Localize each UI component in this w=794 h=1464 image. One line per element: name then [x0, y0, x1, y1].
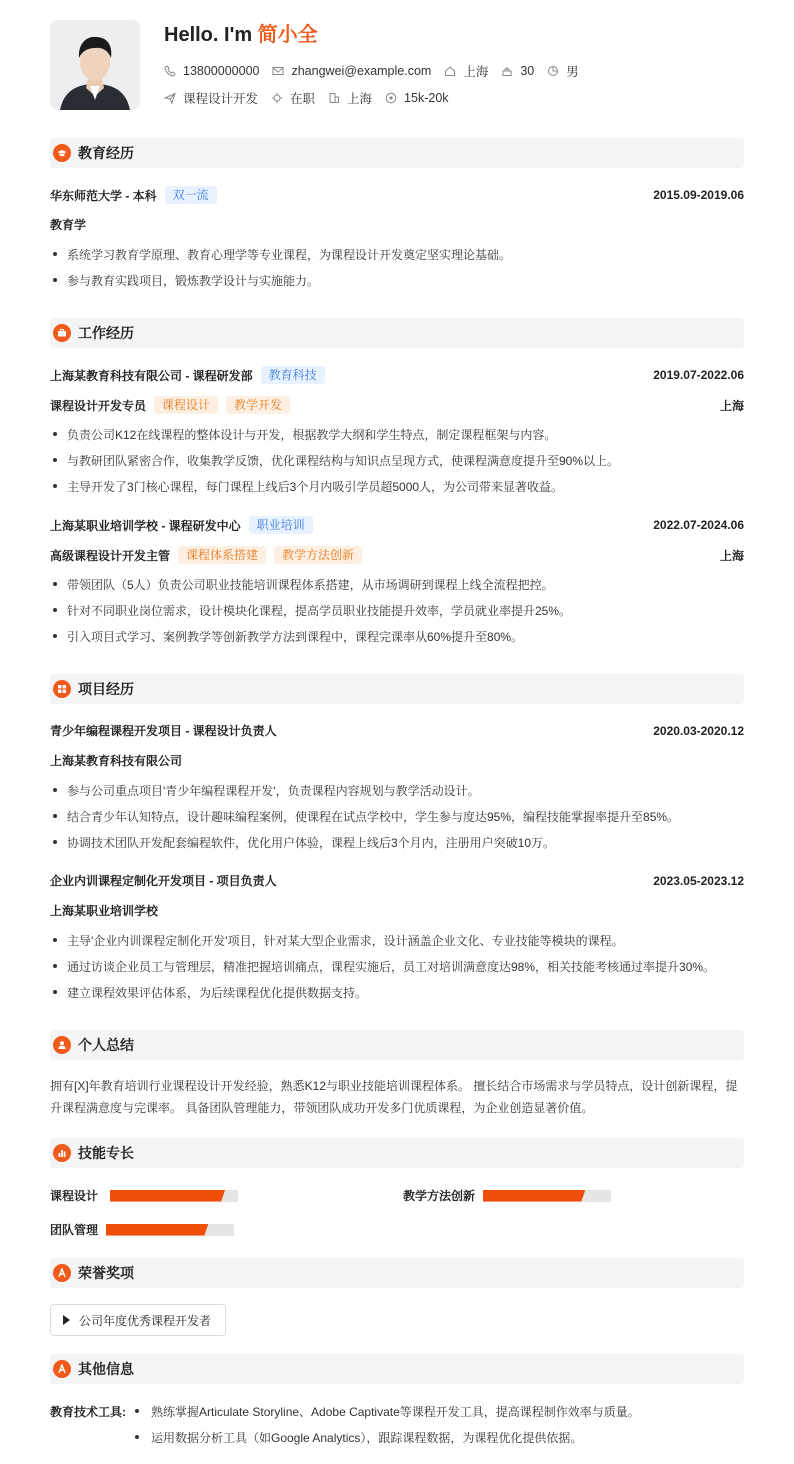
- company-name: 上海某教育科技有限公司 - 课程研发部: [50, 368, 253, 383]
- list-item-text: 协调技术团队开发配套编程软件，优化用户体验，课程上线后3个月内，注册用户突破10万。: [67, 836, 556, 850]
- job-position: 高级课程设计开发主管: [50, 548, 171, 563]
- job-tag: 教学开发: [226, 396, 290, 414]
- list-item-text: 主导开发了3门核心课程，每门课程上线后3个月内吸引学员超5000人，为公司带来显著收益。: [67, 480, 564, 494]
- skill-bar: [110, 1190, 238, 1202]
- list-item: [50, 602, 744, 619]
- gender-icon: [547, 65, 559, 77]
- skill-bar: [106, 1224, 234, 1236]
- education-school-row: [50, 186, 744, 204]
- skill-name: 教学方法创新: [403, 1189, 476, 1203]
- email-item: [272, 64, 431, 78]
- list-item: [50, 452, 744, 469]
- phone-text[interactable]: 13800000000: [183, 64, 260, 78]
- skill-bar-fill: [483, 1190, 585, 1202]
- skill-item: [50, 1187, 238, 1204]
- projects-section-header: [50, 674, 744, 704]
- age-text: 30: [520, 64, 535, 78]
- age-item: [501, 64, 534, 78]
- award-text: 公司年度优秀课程开发者: [79, 1313, 212, 1328]
- list-item: [50, 628, 744, 645]
- job-position-row: [50, 546, 744, 564]
- skill-item: [403, 1187, 611, 1204]
- building-icon: [328, 92, 340, 104]
- email-text[interactable]: zhangwei@example.com: [291, 64, 432, 78]
- major: 教育学: [50, 218, 87, 232]
- list-item-text: 针对不同职业岗位需求，设计模块化课程，提高学员职业技能提升效率，学员就业率提升25%。: [67, 604, 572, 618]
- project-org: 上海某教育科技有限公司: [50, 754, 183, 768]
- avatar-photo-icon: [50, 20, 140, 110]
- other-section-header: [50, 1354, 744, 1384]
- list-item: [135, 1403, 640, 1420]
- job-date: 2022.07-2024.06: [653, 518, 744, 532]
- page-title: [164, 18, 318, 47]
- education-title: 教育经历: [78, 145, 134, 161]
- list-item: [50, 478, 744, 495]
- skill-name: 团队管理: [50, 1223, 99, 1237]
- project-date: 2020.03-2020.12: [653, 723, 744, 738]
- list-item-text: 参与教育实践项目，锻炼教学设计与实施能力。: [67, 274, 320, 288]
- list-item-text: 引入项目式学习、案例教学等创新教学方法到课程中，课程完课率从60%提升至80%。: [67, 630, 524, 644]
- summary-section-header: [50, 1030, 744, 1060]
- job-location: 上海: [719, 398, 744, 413]
- list-item-text: 与教研团队紧密合作，收集教学反馈，优化课程结构与知识点呈现方式，使课程满意度提升至90%以上。: [67, 454, 620, 468]
- skill-name: 课程设计: [50, 1189, 99, 1203]
- phone-icon: [164, 65, 176, 77]
- project-name: 企业内训课程定制化开发项目 - 项目负责人: [50, 874, 277, 888]
- target-city-item: [328, 89, 372, 107]
- education-section-header: [50, 138, 744, 168]
- award-item[interactable]: [50, 1304, 226, 1336]
- job-intent-row: [164, 89, 462, 107]
- education-major-row: [50, 216, 744, 233]
- summary-text: 拥有[X]年教育培训行业课程设计开发经验，熟悉K12与职业技能培训课程体系。 擅长结合市场需求与学员特点，设计创新课程，提升课程满意度与完课率。 具备团队管理能力，带领团队成功开发多门优质课程，为企业创造显著价值。: [50, 1079, 738, 1115]
- mail-icon: [272, 65, 284, 77]
- city-text: 上海: [463, 65, 489, 79]
- job-position: 课程设计开发专员: [50, 398, 147, 413]
- job-company-row: [50, 366, 744, 384]
- status-item: [271, 89, 315, 107]
- list-item-text: 负责公司K12在线课程的整体设计与开发，根据教学大纲和学生特点，制定课程框架与内容。: [67, 428, 557, 442]
- list-item: [50, 932, 744, 949]
- list-item: [50, 246, 744, 263]
- other-label: 教育技术工具:: [50, 1405, 126, 1419]
- award-icon: [53, 1264, 71, 1282]
- briefcase-icon: [53, 324, 71, 342]
- expand-triangle-icon: [63, 1315, 70, 1325]
- avatar: [50, 20, 140, 110]
- skill-bar: [483, 1190, 611, 1202]
- candidate-name: 简小全: [257, 24, 318, 46]
- awards-title: 荣誉奖项: [78, 1265, 134, 1281]
- job-tag: 课程体系搭建: [178, 546, 266, 564]
- list-item-text: 主导'企业内训课程定制化开发'项目，针对某大型企业需求，设计涵盖企业文化、专业技能等模块的课程。: [67, 934, 624, 948]
- awards-section-header: [50, 1258, 744, 1288]
- graduation-cap-icon: [53, 144, 71, 162]
- grid-icon: [53, 680, 71, 698]
- skills-section-header: [50, 1138, 744, 1168]
- list-item-text: 运用数据分析工具（如Google Analytics），跟踪课程数据，为课程优化提供依据。: [151, 1431, 583, 1445]
- project-org-row: [50, 752, 744, 769]
- job-location: 上海: [719, 548, 744, 563]
- list-item: [50, 576, 744, 593]
- skill-bar-fill: [110, 1190, 225, 1202]
- target-role-item: [164, 89, 258, 107]
- job-tag: 教学方法创新: [274, 546, 362, 564]
- summary-title: 个人总结: [78, 1037, 134, 1053]
- project-org-row: [50, 902, 744, 919]
- list-item: [50, 808, 744, 825]
- list-item-text: 带领团队（5人）负责公司职业技能培训课程体系搭建，从市场调研到课程上线全流程把控。: [67, 578, 554, 592]
- home-icon: [444, 65, 456, 77]
- status-icon: [271, 92, 283, 104]
- skill-bar-fill: [106, 1224, 208, 1236]
- list-item: [50, 782, 744, 799]
- company-tag: 教育科技: [261, 366, 325, 384]
- work-title: 工作经历: [78, 325, 134, 341]
- age-icon: [501, 65, 513, 77]
- list-item: [50, 426, 744, 443]
- other-title: 其他信息: [78, 1361, 134, 1377]
- list-item-text: 参与公司重点项目'青少年编程课程开发'，负责课程内容规划与教学活动设计。: [67, 784, 480, 798]
- list-item-text: 结合青少年认知特点，设计趣味编程案例，使课程在试点学校中，学生参与度达95%，编程技能掌握率提升至85%。: [67, 810, 680, 824]
- job-tag: 课程设计: [154, 396, 218, 414]
- project-name-row: [50, 872, 744, 889]
- target-role-text: 课程设计开发: [183, 92, 259, 106]
- target-city-text: 上海: [347, 92, 373, 106]
- contact-row: [164, 62, 592, 80]
- person-icon: [53, 1036, 71, 1054]
- project-name: 青少年编程课程开发项目 - 课程设计负责人: [50, 724, 277, 738]
- phone-item: [164, 64, 259, 78]
- salary-item: [385, 91, 448, 105]
- education-date: 2015.09-2019.06: [653, 188, 744, 202]
- bar-chart-icon: [53, 1144, 71, 1162]
- list-item: [50, 834, 744, 851]
- list-item-text: 建立课程效果评估体系，为后续课程优化提供数据支持。: [67, 986, 368, 1000]
- school-name: 华东师范大学 - 本科: [50, 188, 157, 203]
- job-position-row: [50, 396, 744, 414]
- list-item: [50, 272, 744, 289]
- skill-item: [50, 1221, 234, 1238]
- send-icon: [164, 92, 176, 104]
- info-icon: [53, 1360, 71, 1378]
- list-item-text: 通过访谈企业员工与管理层，精准把握培训痛点，课程实施后，员工对培训满意度达98%，相关技能考核通过率提升30%。: [67, 960, 716, 974]
- project-date: 2023.05-2023.12: [653, 873, 744, 888]
- city-item: [444, 62, 488, 80]
- job-company-row: [50, 516, 744, 534]
- list-item: [135, 1429, 582, 1446]
- list-item: [50, 984, 744, 1001]
- gender-text: 男: [566, 65, 579, 79]
- greeting: Hello. I'm: [164, 24, 258, 46]
- company-name: 上海某职业培训学校 - 课程研发中心: [50, 518, 241, 533]
- list-item-text: 系统学习教育学原理、教育心理学等专业课程，为课程设计开发奠定坚实理论基础。: [67, 248, 512, 262]
- salary-text: 15k-20k: [404, 91, 449, 105]
- status-text: 在职: [290, 92, 316, 106]
- projects-title: 项目经历: [78, 681, 134, 697]
- project-org: 上海某职业培训学校: [50, 904, 159, 918]
- school-tag: 双一流: [165, 186, 217, 204]
- project-name-row: [50, 722, 744, 739]
- salary-icon: [385, 92, 397, 104]
- job-date: 2019.07-2022.06: [653, 368, 744, 382]
- company-tag: 职业培训: [249, 516, 313, 534]
- list-item: [50, 958, 744, 975]
- skills-title: 技能专长: [78, 1145, 134, 1161]
- gender-item: [547, 62, 579, 80]
- work-section-header: [50, 318, 744, 348]
- list-item-text: 熟练掌握Articulate Storyline、Adobe Captivate等课程开发工具，提高课程制作效率与质量。: [151, 1405, 640, 1419]
